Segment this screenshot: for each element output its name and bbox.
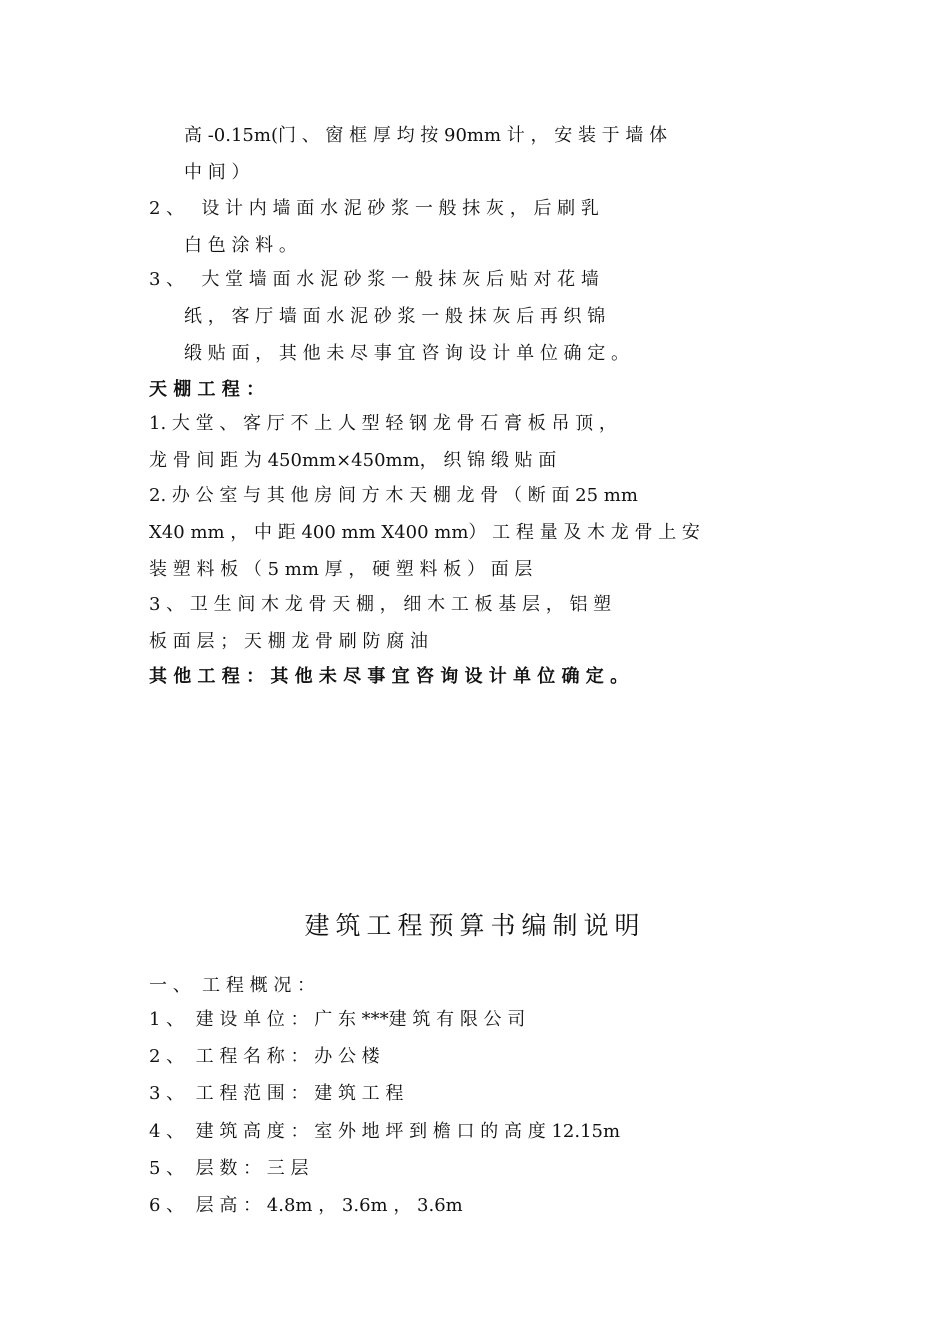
paragraph-line: 白 色 涂 料 。 (184, 235, 297, 256)
paragraph-line: 高 -0.15m(门 、 窗 框 厚 均 按 90mm 计 ， 安 装 于 墙 体 (184, 125, 668, 146)
paragraph-line: 中 间 ） (184, 162, 250, 183)
ceiling-line: 2. 办 公 室 与 其 他 房 间 方 木 天 棚 龙 骨 （ 断 面 25 mm (149, 485, 638, 506)
paragraph-line: 2 、 设 计 内 墙 面 水 泥 砂 浆 一 般 抹 灰 ， 后 刷 乳 (149, 198, 599, 219)
paragraph-line: 纸 ， 客 厅 墙 面 水 泥 砂 浆 一 般 抹 灰 后 再 织 锦 (184, 306, 606, 327)
ceiling-line: 装 塑 料 板 （ 5 mm 厚 ， 硬 塑 料 板 ） 面 层 (149, 559, 533, 580)
paragraph-line: 3 、 大 堂 墙 面 水 泥 砂 浆 一 般 抹 灰 后 贴 对 花 墙 (149, 269, 599, 290)
ceiling-line: 板 面 层 ； 天 棚 龙 骨 刷 防 腐 油 (149, 631, 428, 652)
ceiling-line: 1. 大 堂 、 客 厅 不 上 人 型 轻 钢 龙 骨 石 膏 板 吊 顶 ， (149, 413, 617, 434)
overview-item: 4 、 建 筑 高 度 ： 室 外 地 坪 到 檐 口 的 高 度 12.15m (149, 1121, 621, 1142)
page-title: 建筑工程预算书编制说明 (304, 911, 646, 940)
other-works-heading: 其 他 工 程 ： 其 他 未 尽 事 宜 咨 询 设 计 单 位 确 定 。 (149, 666, 629, 687)
ceiling-line: 龙 骨 间 距 为 450mm×450mm， 织 锦 缎 贴 面 (149, 450, 557, 471)
paragraph-line: 缎 贴 面 ， 其 他 未 尽 事 宜 咨 询 设 计 单 位 确 定 。 (184, 343, 629, 364)
overview-item: 1 、 建 设 单 位 ： 广 东 ***建 筑 有 限 公 司 (149, 1009, 526, 1030)
ceiling-heading: 天 棚 工 程 ： (149, 379, 265, 400)
overview-item: 3 、 工 程 范 围 ： 建 筑 工 程 (149, 1083, 404, 1104)
overview-item: 5 、 层 数 ： 三 层 (149, 1158, 309, 1179)
ceiling-line: 3 、 卫 生 间 木 龙 骨 天 棚 ， 细 木 工 板 基 层 ， 铝 塑 (149, 594, 612, 615)
overview-heading: 一 、 工 程 概 况 ： (149, 975, 316, 996)
overview-item: 6 、 层 高 ： 4.8m ， 3.6m ， 3.6m (149, 1195, 463, 1216)
overview-item: 2 、 工 程 名 称 ： 办 公 楼 (149, 1046, 380, 1067)
ceiling-line: X40 mm ， 中 距 400 mm X400 mm） 工 程 量 及 木 龙 骨 上 安 (149, 522, 700, 543)
